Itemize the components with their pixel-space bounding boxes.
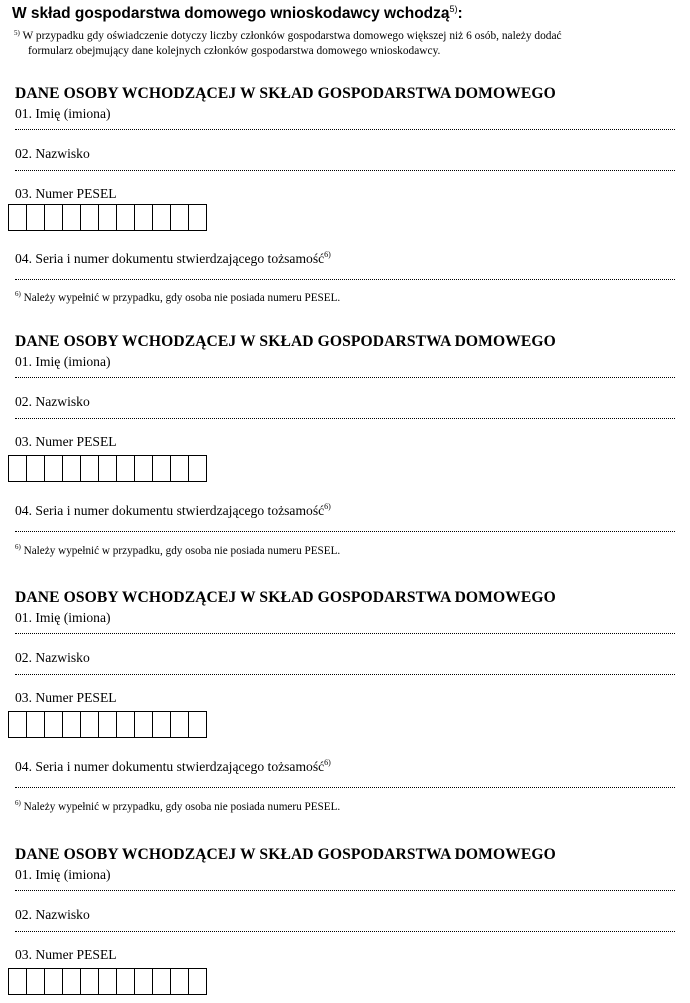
pesel-label: 03. Numer PESEL xyxy=(15,186,117,201)
pesel-digit-box[interactable] xyxy=(99,969,117,994)
first-name-label: 01. Imię (imiona) xyxy=(15,610,111,625)
person-section-2 xyxy=(0,333,690,573)
pesel-digit-box[interactable] xyxy=(9,205,27,230)
household-heading-sup: 5) xyxy=(449,4,458,14)
id-document-sup: 6) xyxy=(324,758,331,767)
pesel-digit-box[interactable] xyxy=(27,456,45,481)
section-title: DANE OSOBY WCHODZĄCEJ W SKŁAD GOSPODARSTWA DOMOWEGO xyxy=(15,846,556,863)
pesel-digit-box[interactable] xyxy=(189,712,206,737)
id-document-sup: 6) xyxy=(324,502,331,511)
surname-field[interactable] xyxy=(15,927,675,932)
footnote-text: Należy wypełnić w przypadku, gdy osoba nie posiada numeru PESEL. xyxy=(23,545,341,557)
pesel-digit-box[interactable] xyxy=(81,456,99,481)
household-note-line2: formularz obejmujący dane kolejnych członków gospodarstwa domowego wnioskodawcy. xyxy=(28,45,441,57)
footnote-sup: 6) xyxy=(15,290,21,298)
section-title: DANE OSOBY WCHODZĄCEJ W SKŁAD GOSPODARSTWA DOMOWEGO xyxy=(15,85,556,102)
household-heading-text: W skład gospodarstwa domowego wnioskodawcy wchodzą xyxy=(12,5,450,23)
pesel-digit-box[interactable] xyxy=(27,205,45,230)
household-note-line1: W przypadku gdy oświadczenie dotyczy liczby członków gospodarstwa domowego większej niż 6 osób, należy dodać xyxy=(22,30,562,42)
pesel-digit-box[interactable] xyxy=(171,205,189,230)
pesel-digit-box[interactable] xyxy=(171,969,189,994)
id-document-label xyxy=(15,250,331,267)
household-heading-colon: : xyxy=(457,5,463,23)
pesel-digit-box[interactable] xyxy=(189,456,206,481)
pesel-digit-box[interactable] xyxy=(63,456,81,481)
pesel-digit-box[interactable] xyxy=(153,205,171,230)
pesel-digit-box[interactable] xyxy=(117,969,135,994)
first-name-label: 01. Imię (imiona) xyxy=(15,106,111,121)
id-document-sup: 6) xyxy=(324,250,331,259)
person-section-1 xyxy=(0,85,690,325)
pesel-digit-box[interactable] xyxy=(171,456,189,481)
pesel-digit-box[interactable] xyxy=(171,712,189,737)
pesel-boxes[interactable] xyxy=(8,455,207,482)
pesel-digit-box[interactable] xyxy=(45,456,63,481)
pesel-digit-box[interactable] xyxy=(63,712,81,737)
pesel-label: 03. Numer PESEL xyxy=(15,947,117,962)
pesel-digit-box[interactable] xyxy=(45,205,63,230)
pesel-digit-box[interactable] xyxy=(153,712,171,737)
pesel-label: 03. Numer PESEL xyxy=(15,434,117,449)
household-note xyxy=(14,26,678,59)
first-name-field[interactable] xyxy=(15,125,675,130)
pesel-digit-box[interactable] xyxy=(117,205,135,230)
surname-label: 02. Nazwisko xyxy=(15,146,90,161)
surname-field[interactable] xyxy=(15,166,675,171)
pesel-boxes[interactable] xyxy=(8,968,207,995)
pesel-digit-box[interactable] xyxy=(9,969,27,994)
pesel-digit-box[interactable] xyxy=(189,205,206,230)
footnote-text: Należy wypełnić w przypadku, gdy osoba nie posiada numeru PESEL. xyxy=(23,801,341,813)
pesel-boxes[interactable] xyxy=(8,711,207,738)
id-document-label xyxy=(15,758,331,775)
id-document-field[interactable] xyxy=(15,275,675,280)
pesel-digit-box[interactable] xyxy=(117,712,135,737)
pesel-digit-box[interactable] xyxy=(135,969,153,994)
pesel-boxes[interactable] xyxy=(8,204,207,231)
pesel-digit-box[interactable] xyxy=(117,456,135,481)
pesel-digit-box[interactable] xyxy=(153,456,171,481)
pesel-digit-box[interactable] xyxy=(63,205,81,230)
footnote xyxy=(15,290,340,304)
pesel-label: 03. Numer PESEL xyxy=(15,690,117,705)
id-document-label xyxy=(15,502,331,519)
pesel-digit-box[interactable] xyxy=(189,969,206,994)
pesel-digit-box[interactable] xyxy=(27,712,45,737)
id-document-field[interactable] xyxy=(15,783,675,788)
surname-label: 02. Nazwisko xyxy=(15,394,90,409)
footnote xyxy=(15,543,340,557)
section-title: DANE OSOBY WCHODZĄCEJ W SKŁAD GOSPODARSTWA DOMOWEGO xyxy=(15,333,556,350)
footnote-sup: 6) xyxy=(15,799,21,807)
household-heading xyxy=(12,4,463,23)
person-section-3 xyxy=(0,589,690,829)
pesel-digit-box[interactable] xyxy=(45,712,63,737)
pesel-digit-box[interactable] xyxy=(9,456,27,481)
pesel-digit-box[interactable] xyxy=(135,712,153,737)
id-document-field[interactable] xyxy=(15,527,675,532)
pesel-digit-box[interactable] xyxy=(81,969,99,994)
pesel-digit-box[interactable] xyxy=(99,205,117,230)
id-document-label-text: 04. Seria i numer dokumentu stwierdzającego tożsamość xyxy=(15,251,325,266)
pesel-digit-box[interactable] xyxy=(81,712,99,737)
surname-label: 02. Nazwisko xyxy=(15,650,90,665)
first-name-field[interactable] xyxy=(15,886,675,891)
id-document-label-text: 04. Seria i numer dokumentu stwierdzającego tożsamość xyxy=(15,503,325,518)
section-title: DANE OSOBY WCHODZĄCEJ W SKŁAD GOSPODARSTWA DOMOWEGO xyxy=(15,589,556,606)
surname-field[interactable] xyxy=(15,414,675,419)
pesel-digit-box[interactable] xyxy=(45,969,63,994)
pesel-digit-box[interactable] xyxy=(99,456,117,481)
pesel-digit-box[interactable] xyxy=(81,205,99,230)
pesel-digit-box[interactable] xyxy=(99,712,117,737)
pesel-digit-box[interactable] xyxy=(27,969,45,994)
pesel-digit-box[interactable] xyxy=(63,969,81,994)
footnote xyxy=(15,799,340,813)
first-name-label: 01. Imię (imiona) xyxy=(15,867,111,882)
pesel-digit-box[interactable] xyxy=(135,205,153,230)
first-name-label: 01. Imię (imiona) xyxy=(15,354,111,369)
first-name-field[interactable] xyxy=(15,373,675,378)
household-note-sup: 5) xyxy=(14,29,20,37)
surname-field[interactable] xyxy=(15,670,675,675)
person-section-4 xyxy=(0,846,690,1003)
footnote-sup: 6) xyxy=(15,543,21,551)
id-document-label-text: 04. Seria i numer dokumentu stwierdzającego tożsamość xyxy=(15,759,325,774)
pesel-digit-box[interactable] xyxy=(153,969,171,994)
surname-label: 02. Nazwisko xyxy=(15,907,90,922)
first-name-field[interactable] xyxy=(15,629,675,634)
pesel-digit-box[interactable] xyxy=(135,456,153,481)
pesel-digit-box[interactable] xyxy=(9,712,27,737)
footnote-text: Należy wypełnić w przypadku, gdy osoba nie posiada numeru PESEL. xyxy=(23,292,341,304)
